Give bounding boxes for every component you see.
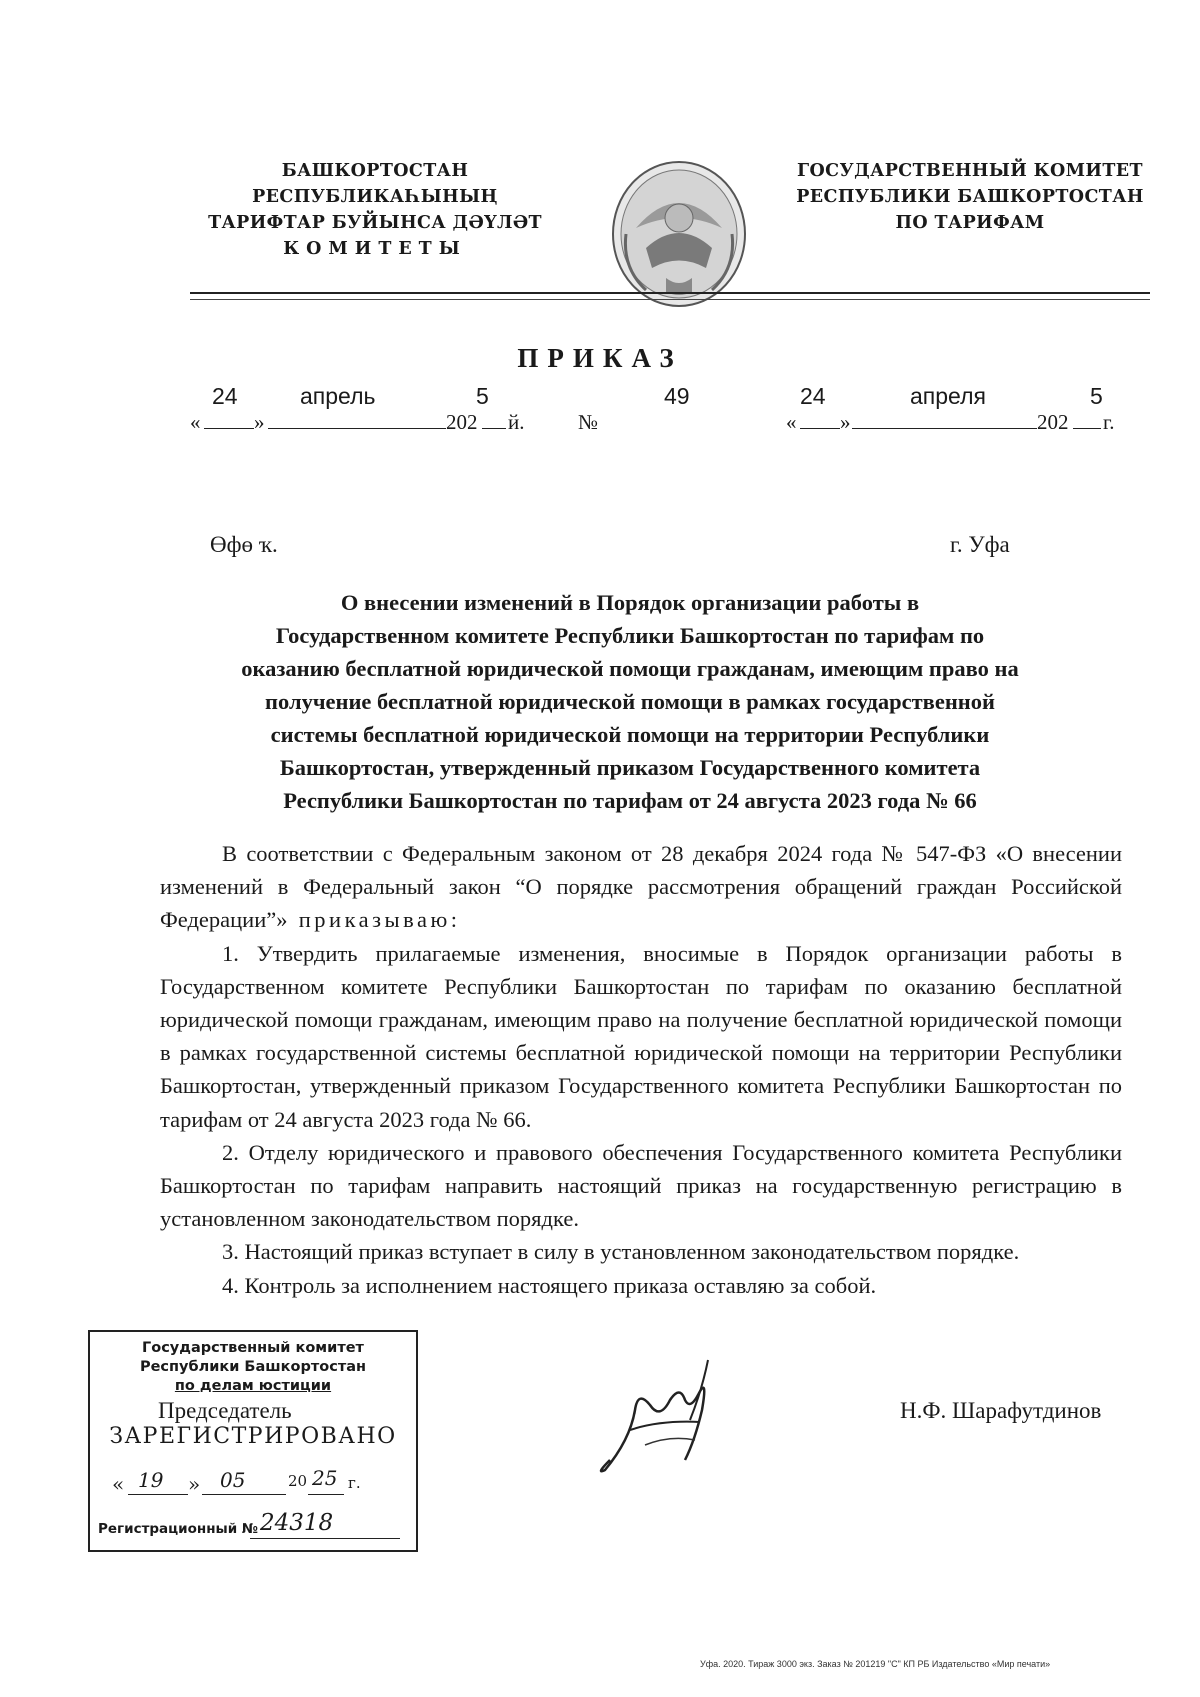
right-date-year-digit: 5 xyxy=(1090,383,1103,409)
right-date-day: 24 xyxy=(800,383,826,409)
right-date-month: апреля xyxy=(910,383,986,409)
stamp-org-line-3: по делам юстиции xyxy=(174,1378,332,1394)
left-date-quote-close: » xyxy=(254,410,265,434)
stamp-registered: ЗАРЕГИСТРИРОВАНО xyxy=(109,1424,397,1449)
left-date-month: апрель xyxy=(300,383,376,409)
subject-line: оказанию бесплатной юридической помощи гражданам, имеющим право на xyxy=(241,656,1019,681)
order-word: приказываю: xyxy=(298,907,461,933)
stamp-reg-number: 24318 xyxy=(260,1510,334,1536)
left-date-day: 24 xyxy=(212,383,238,409)
stamp-date-close-quote: » xyxy=(188,1472,201,1496)
stamp-day-line xyxy=(128,1494,188,1495)
order-body xyxy=(160,837,1122,1302)
subject-line: Башкортостан, утвержденный приказом Государственного комитета xyxy=(279,755,981,780)
header-left-block xyxy=(160,158,590,262)
stamp-date-open-quote: « xyxy=(112,1472,125,1496)
body-item-1: 1. Утвердить прилагаемые изменения, вносимые в Порядок организации работы в Государственном комитете Республики Башкортостан по тарифам по оказанию бесплатной юридической помощи гражданам, имеющим право на получение бесплатной юридической помощи в рамках государственной системы бесплатной юридической помощи на территории Республики Башкортостан, утвержденный приказом Государственного комитета Республики Башкортостан по тарифам от 24 августа 2023 года № 66. xyxy=(160,940,1122,1132)
header-right-block xyxy=(785,158,1155,236)
header-right-line-1: ГОСУДАРСТВЕННЫЙ КОМИТЕТ xyxy=(797,161,1143,181)
header-rule-thin xyxy=(190,299,1150,300)
subject-line: получение бесплатной юридической помощи в рамках государственной xyxy=(265,689,995,714)
left-date-year-line xyxy=(482,428,506,429)
order-number-sign: № xyxy=(578,410,599,434)
preamble-text: В соответствии с Федеральным законом от 28 декабря 2024 года № 547-ФЗ «О внесении изменений в Федеральный закон “О порядке рассмотрения обращений граждан Российской Федерации”» xyxy=(160,841,1122,933)
left-date-month-line xyxy=(268,428,446,429)
header-left-line-1: БАШКОРТОСТАН РЕСПУБЛИКАҺЫНЫҢ xyxy=(252,161,498,207)
order-title: ПРИКАЗ xyxy=(517,343,683,373)
stamp-date-month: 05 xyxy=(220,1468,246,1492)
stamp-org-line-1: Государственный комитет xyxy=(142,1340,364,1356)
left-date-day-line xyxy=(204,428,254,429)
right-date-year-prefix: 202 xyxy=(1037,410,1069,434)
print-footer: Уфа. 2020. Тираж 3000 экз. Заказ № 201219 "С" КП РБ Издательство «Мир печати» xyxy=(700,1659,1051,1669)
header-rule-thick xyxy=(190,292,1150,294)
right-date-day-line xyxy=(800,428,840,429)
handwritten-signature xyxy=(590,1350,730,1490)
left-date-year-digit: 5 xyxy=(476,383,489,409)
subject-line: О внесении изменений в Порядок организации работы в xyxy=(340,590,920,615)
order-number: 49 xyxy=(664,383,690,409)
header-right-line-3: ПО ТАРИФАМ xyxy=(895,213,1045,233)
body-preamble xyxy=(160,837,1122,937)
right-date-quote-close: » xyxy=(840,410,851,434)
header-right-line-2: РЕСПУБЛИКИ БАШКОРТОСТАН xyxy=(796,187,1144,207)
left-date-suffix: й. xyxy=(508,410,525,434)
subject-line: Республики Башкортостан по тарифам от 24 августа 2023 года № 66 xyxy=(283,788,977,813)
stamp-reg-line xyxy=(250,1538,400,1539)
stamp-date-year: 25 xyxy=(312,1466,338,1490)
stamp-month-line xyxy=(202,1494,286,1495)
stamp-date-suffix: г. xyxy=(348,1474,361,1492)
stamp-year-line xyxy=(308,1494,344,1495)
signatory-position: Председатель xyxy=(158,1398,292,1423)
right-date-year-line xyxy=(1073,428,1101,429)
stamp-reg-label: Регистрационный № xyxy=(98,1521,259,1537)
coat-of-arms-emblem xyxy=(606,158,752,310)
left-date-year-prefix: 202 xyxy=(446,410,478,434)
header-left-line-3: КОМИТЕТЫ xyxy=(283,239,467,259)
left-date-quote-open: « xyxy=(190,410,201,434)
header-left-line-2: ТАРИФТАР БУЙЫНСА ДӘҮЛӘТ xyxy=(208,213,542,233)
body-item-3: 3. Настоящий приказ вступает в силу в установленном законодательством порядке. xyxy=(222,1239,1020,1265)
place-right: г. Уфа xyxy=(950,532,1010,557)
right-date-month-line xyxy=(852,428,1037,429)
subject-line: системы бесплатной юридической помощи на территории Республики xyxy=(270,722,990,747)
body-item-4: 4. Контроль за исполнением настоящего приказа оставляю за собой. xyxy=(222,1272,877,1298)
stamp-date-day: 19 xyxy=(138,1468,164,1492)
stamp-date-year-prefix: 20 xyxy=(288,1472,308,1490)
right-date-suffix: г. xyxy=(1103,410,1115,434)
body-item-2: 2. Отделу юридического и правового обеспечения Государственного комитета Республики Башкортостан по тарифам направить настоящий приказ на государственную регистрацию в установленном законодательством порядке. xyxy=(160,1139,1122,1232)
stamp-org-line-2: Республики Башкортостан xyxy=(139,1359,367,1375)
place-left: Өфө ҡ. xyxy=(210,532,278,557)
order-subject xyxy=(140,586,1120,817)
subject-line: Государственном комитете Республики Башкортостан по тарифам по xyxy=(275,623,985,648)
right-date-quote-open: « xyxy=(786,410,797,434)
signatory-name: Н.Ф. Шарафутдинов xyxy=(900,1398,1102,1423)
registration-stamp xyxy=(88,1330,418,1552)
